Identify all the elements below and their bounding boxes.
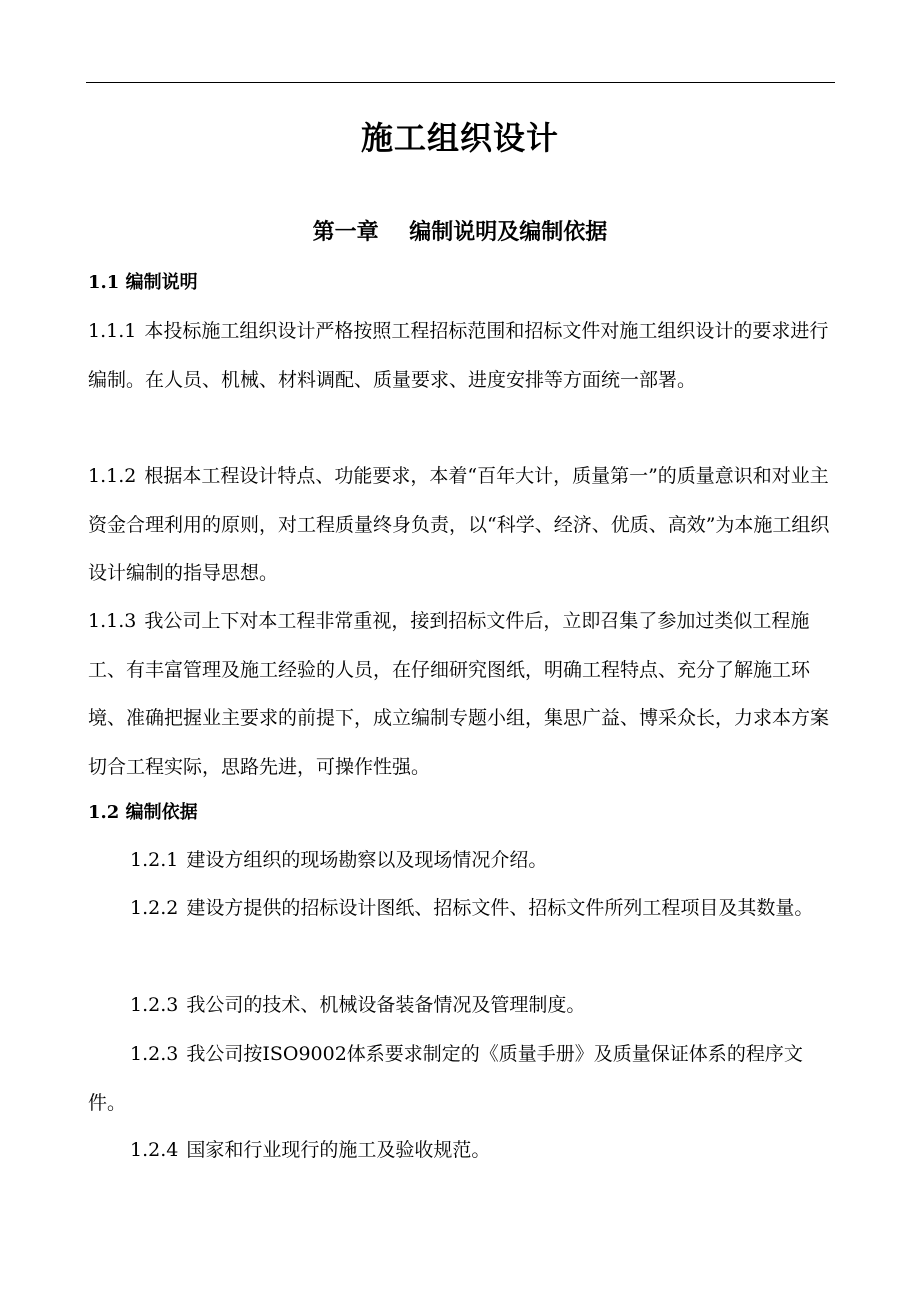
paragraph-1-2-3b [88,1030,832,1127]
section-heading-1-2: 1.2 编制依据 [88,802,198,823]
paragraph-text: 建设方提供的招标设计图纸、招标文件、招标文件所列工程项目及其数量。 [186,897,814,919]
paragraph-1-2-3a [88,981,832,1030]
paragraph-text: 根据本工程设计特点、功能要求，本着“百年大计，质量第一”的质量意识和对业主资金合理利用的原则，对工程质量终身负责，以“科学、经济、优质、高效”为本施工组织设计编制的指导思想。 [88,465,830,584]
paragraph-number: 1.1.2 [88,465,137,487]
paragraph-1-1-3 [88,597,832,791]
paragraph-1-2-2 [88,884,832,933]
document-title: 施工组织设计 [360,119,559,157]
paragraph-1-2-1 [88,836,832,885]
header-rule [86,82,835,83]
paragraph-number: 1.1.1 [88,320,137,342]
paragraph-text: 国家和行业现行的施工及验收规范。 [186,1139,491,1161]
chapter-heading: 第一章 编制说明及编制依据 [312,219,608,245]
paragraph-1-1-2 [88,452,832,598]
paragraph-1-2-4 [88,1126,832,1175]
paragraph-number: 1.2.3 [130,1043,179,1065]
paragraph-number: 1.2.2 [130,897,179,919]
paragraph-number: 1.2.1 [130,849,179,871]
paragraph-text: 我公司上下对本工程非常重视，接到招标文件后，立即召集了参加过类似工程施工、有丰富管理及施工经验的人员，在仔细研究图纸，明确工程特点、充分了解施工环境、准确把握业主要求的前提下，成立编制专题小组，集思广益、博采众长，力求本方案切合工程实际，思路先进，可操作性强。 [88,610,830,778]
section-heading-1-1: 1.1 编制说明 [88,272,198,293]
paragraph-number: 1.2.3 [130,994,179,1016]
paragraph-number: 1.2.4 [130,1139,179,1161]
paragraph-text: 建设方组织的现场勘察以及现场情况介绍。 [186,849,548,871]
paragraph-text: 我公司按ISO9002体系要求制定的《质量手册》及质量保证体系的程序文件。 [88,1043,803,1114]
paragraph-1-1-1 [88,307,832,404]
paragraph-text: 本投标施工组织设计严格按照工程招标范围和招标文件对施工组织设计的要求进行编制。在人员、机械、材料调配、质量要求、进度安排等方面统一部署。 [88,320,829,391]
paragraph-text: 我公司的技术、机械设备装备情况及管理制度。 [186,994,586,1016]
paragraph-number: 1.1.3 [88,610,137,632]
